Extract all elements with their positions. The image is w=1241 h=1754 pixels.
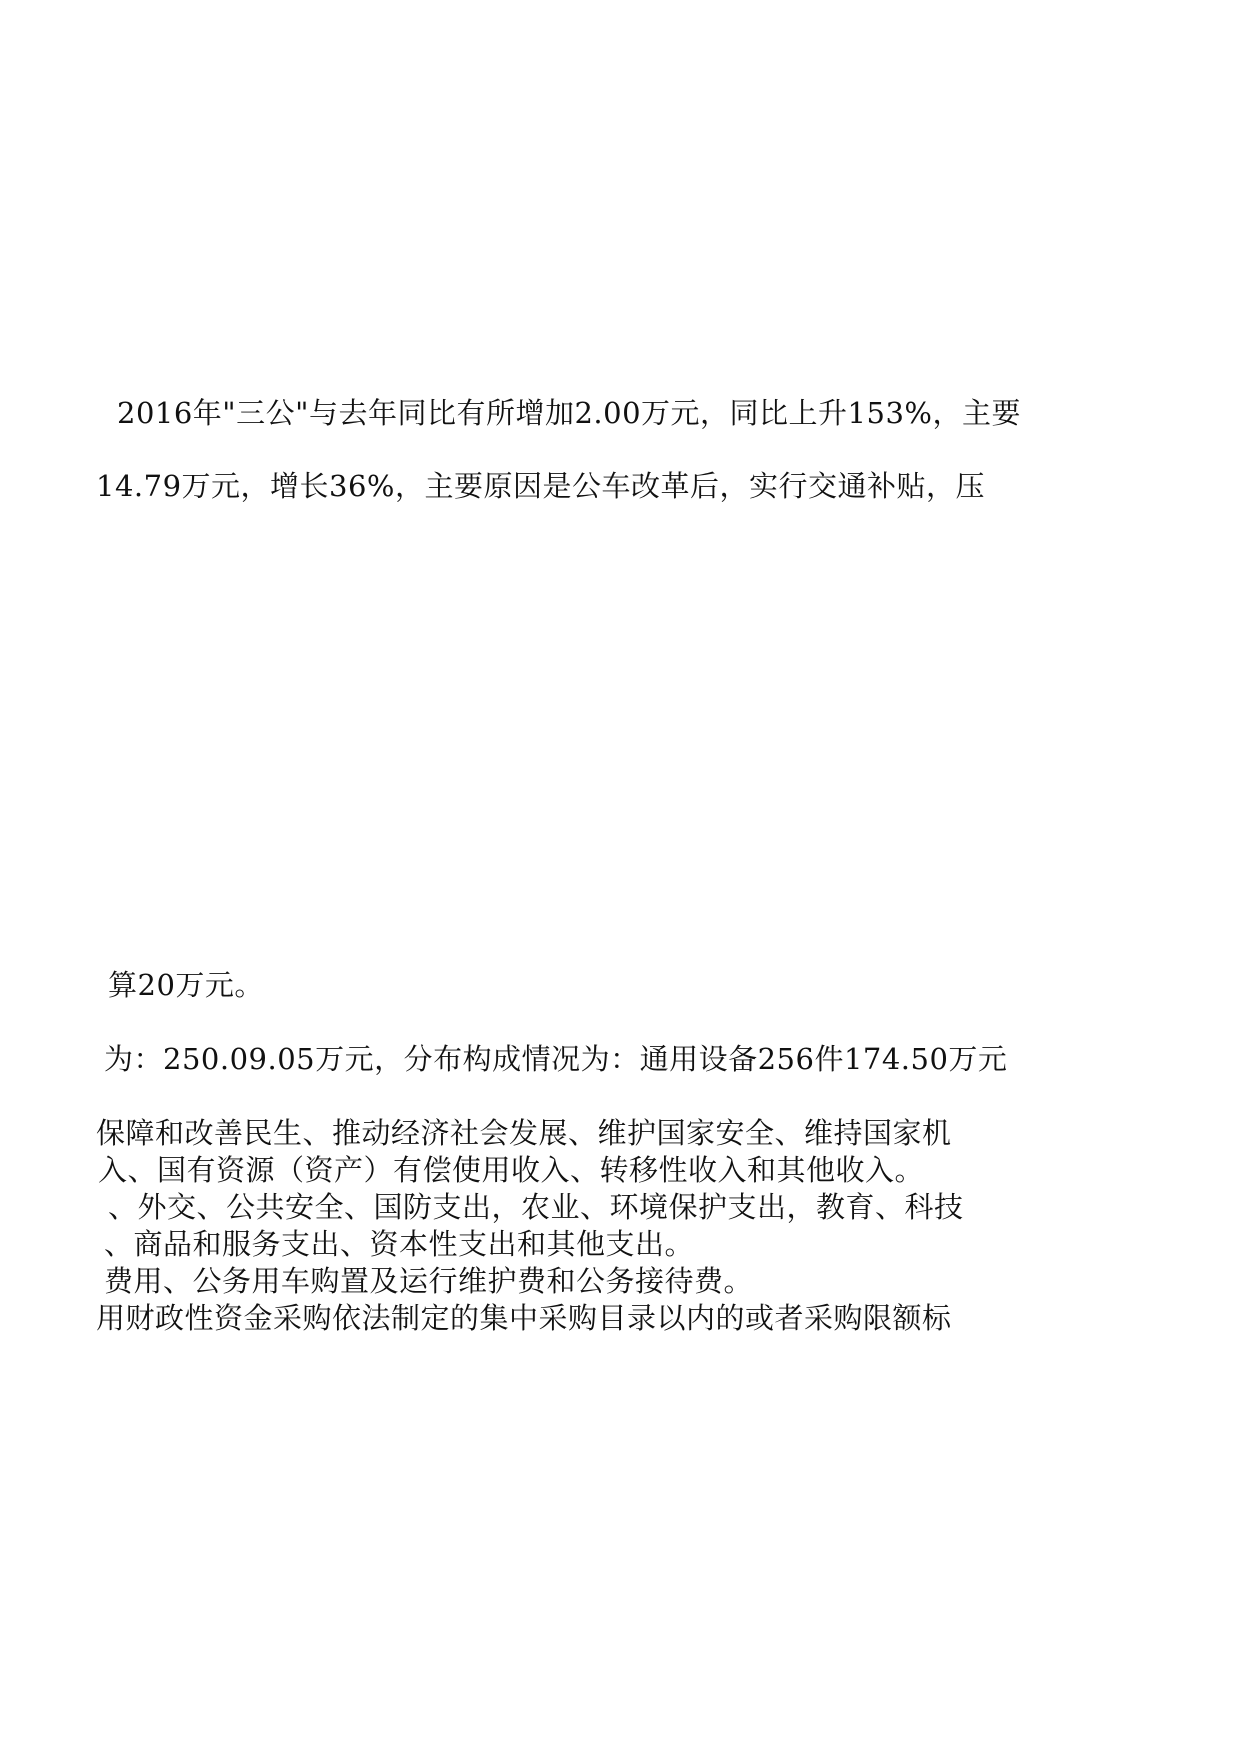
text-line-7: 、外交、公共安全、国防支出，农业、环境保护支出，教育、科技	[108, 1190, 964, 1224]
text-line-9: 费用、公务用车购置及运行维护费和公务接待费。	[104, 1264, 754, 1298]
text-line-6: 入、国有资源（资产）有偿使用收入、转移性收入和其他收入。	[98, 1153, 925, 1187]
text-line-8: 、商品和服务支出、资本性支出和其他支出。	[104, 1227, 695, 1261]
text-line-5: 保障和改善民生、推动经济社会发展、维护国家安全、维持国家机	[96, 1116, 952, 1150]
text-line-10: 用财政性资金采购依法制定的集中采购目录以内的或者采购限额标	[96, 1301, 952, 1335]
text-line-2: 14.79万元，增长36%，主要原因是公车改革后，实行交通补贴，压	[96, 469, 985, 503]
text-line-1: 2016年"三公"与去年同比有所增加2.00万元，同比上升153%，主要	[117, 396, 1021, 430]
text-line-4: 为：250.09.05万元，分布构成情况为：通用设备256件174.50万元	[104, 1042, 1008, 1076]
text-line-3: 算20万元。	[108, 968, 264, 1002]
